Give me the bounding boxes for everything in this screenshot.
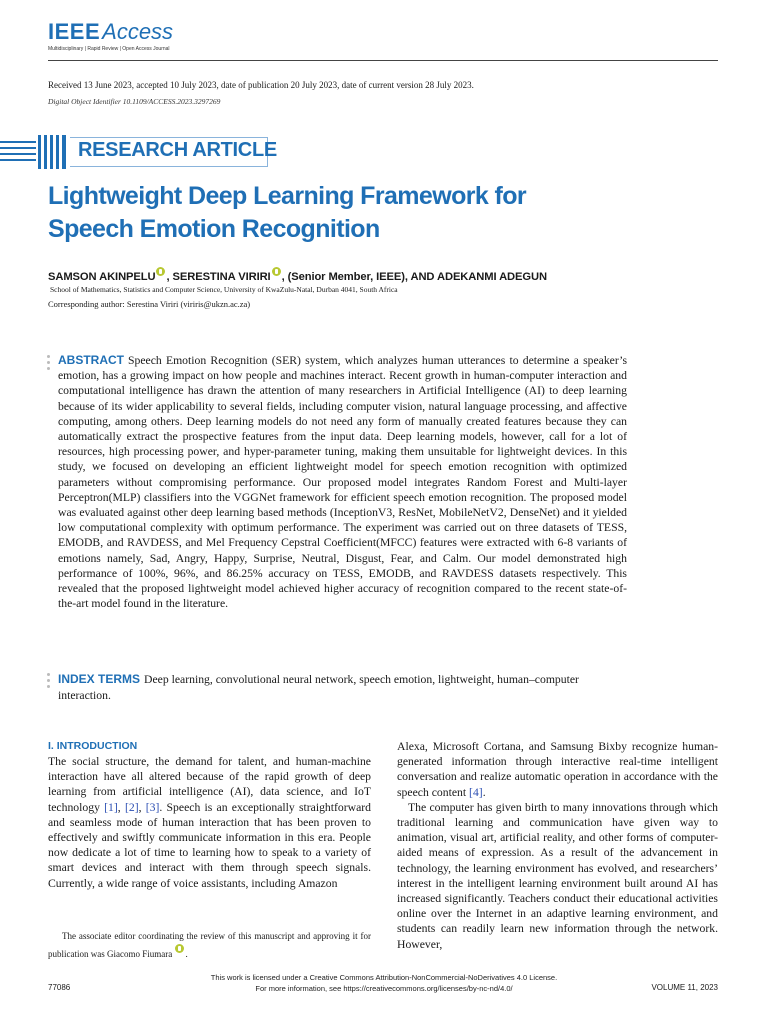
- journal-masthead: [48, 20, 188, 52]
- author-name: , (Senior Member, IEEE), AND ADEKANMI ADEGUN: [281, 271, 547, 283]
- orcid-icon[interactable]: [272, 267, 281, 276]
- orcid-icon[interactable]: [175, 944, 184, 953]
- ieee-access-logo: IEEEAccess: [48, 19, 174, 44]
- index-terms-heading: INDEX TERMS: [58, 672, 141, 686]
- citation-link[interactable]: [3]: [145, 800, 160, 814]
- citation-link[interactable]: [2]: [124, 800, 139, 814]
- citation-link[interactable]: [1]: [104, 800, 118, 814]
- page-number: 77086: [48, 983, 71, 992]
- abstract: [58, 353, 627, 611]
- author-name: , SERESTINA VIRIRI: [166, 271, 271, 283]
- volume-label: VOLUME 11, 2023: [651, 983, 718, 992]
- corresponding-author: Corresponding author: Serestina Viriri (viriris@ukzn.ac.za): [48, 299, 251, 309]
- received-dates: Received 13 June 2023, accepted 10 July 2023, date of publication 20 July 2023, date of current version 28 July 2023.: [48, 80, 474, 90]
- header-divider: [48, 60, 718, 61]
- citation-link[interactable]: [4]: [469, 785, 483, 799]
- license-link[interactable]: For more information, see https://creativecommons.org/licenses/by-nc-nd/4.0/: [255, 984, 513, 993]
- banner-stripes: [0, 135, 72, 169]
- author-list: [48, 267, 728, 283]
- affiliation: School of Mathematics, Statistics and Computer Science, University of KwaZulu-Natal, Durban 4041, South Africa: [50, 285, 398, 294]
- abstract-heading: ABSTRACT: [58, 353, 124, 367]
- doi: Digital Object Identifier 10.1109/ACCESS.2023.3297269: [48, 97, 221, 106]
- index-terms-dots-icon: [47, 673, 51, 691]
- intro-paragraph: Alexa, Microsoft Cortana, and Samsung Bixby recognize human-generated information through interactive real-time intelligent conversation and realize automatic operation in accordance with the speech content [4].: [397, 740, 718, 799]
- intro-right-column: [397, 739, 718, 952]
- intro-paragraph: The computer has given birth to many innovations through which traditional learning and communication have given way to animation, visual art, artificial reality, and other forms of computer-aided means of expression. As a result of the advancement in technology, the learning environment has evolved, and researchers’ interest in the intelligent learning environment built around AI has increased significantly. Teachers conduct their educational activities online over the Internet in an adaptive learning environment, and students can readily learn new information through the network. However,: [397, 800, 718, 951]
- index-terms-text: Deep learning, convolutional neural network, speech emotion, lightweight, human–computer interaction.: [58, 673, 579, 702]
- license-notice: This work is licensed under a Creative Commons Attribution-NonCommercial-NoDerivatives 4.0 License. For more information, see https://creativecommons.org/licenses/by-nc-nd/4.0/: [0, 972, 768, 994]
- section-heading: I. INTRODUCTION: [48, 740, 138, 752]
- abstract-text: Speech Emotion Recognition (SER) system, which analyzes human utterances to determine a speaker’s emotion, has a growing impact on how people and machines interact. Recent growth in human-computer interaction and computational intelligence has drawn the attention of many researchers in Artificial Intelligence (AI) to deep learning because of its wider applicability to several fields, including computer vision, natural language processing, and affective computing, among others. Deep learning models do not need any form of manually created features because they can automatically extract the prospective features from the input data. Deep learning models, however, call for a lot of resources, high processing power, and hyper-parameter tuning, making them unsuitable for lightweight devices. In this study, we focused on developing an efficient lightweight model for speech emotion recognition with optimized parameters without compromising performance. Our proposed model integrates Random Forest and Multi-layer Perceptron(MLP) classifiers into the VGGNet framework for efficient speech emotion recognition. The proposed model was evaluated against other deep learning based methods (InceptionV3, ResNet, MobileNetV2, DenseNet) and it yielded low computational complexity with optimum performance. The experiment was carried out on three datasets of TESS, EMODB, and RAVDESS, and Mel Frequency Cepstral Coefficient(MFCC) features were extracted with 6-8 variants of emotions namely, Sad, Angry, Happy, Surprise, Neutral, Disgust, Fear, and Calm. Our model demonstrated high performance of 100%, 96%, and 86.25% accuracy on TESS, EMODB, and RAVDESS datasets respectively. This revealed that the proposed lightweight model achieved higher accuracy of recognition compared to the recent state-of-the-art model found in the literature.: [58, 354, 627, 611]
- intro-paragraph: The social structure, the demand for talent, and human-machine interaction have all altered because of the rapid growth of deep learning from artificial intelligence (AI), data science, and IoT technology [1], [2], [3]. Speech is an exceptionally straightforward and seamless mode of human interaction that has been proven to effectively and swiftly communicate information in this era. People now dedicate a lot of time to learning how to speak to a variety of smart devices and interact with them through speech signals. Currently, a wide range of voice assistants, including Amazon: [48, 755, 372, 890]
- abstract-dots-icon: [47, 355, 51, 373]
- paper-title: Lightweight Deep Learning Framework for Speech Emotion Recognition: [48, 182, 527, 243]
- index-terms: [58, 671, 627, 704]
- author-name: SAMSON AKINPELU: [48, 271, 156, 283]
- journal-tagline: Multidisciplinary | Rapid Review | Open Access Journal: [48, 46, 170, 52]
- article-type-label: RESEARCH ARTICLE: [78, 139, 277, 161]
- editor-note: The associate editor coordinating the review of this manuscript and approving it for publication was Giacomo Fiumara .: [48, 931, 371, 959]
- orcid-icon[interactable]: [156, 267, 165, 276]
